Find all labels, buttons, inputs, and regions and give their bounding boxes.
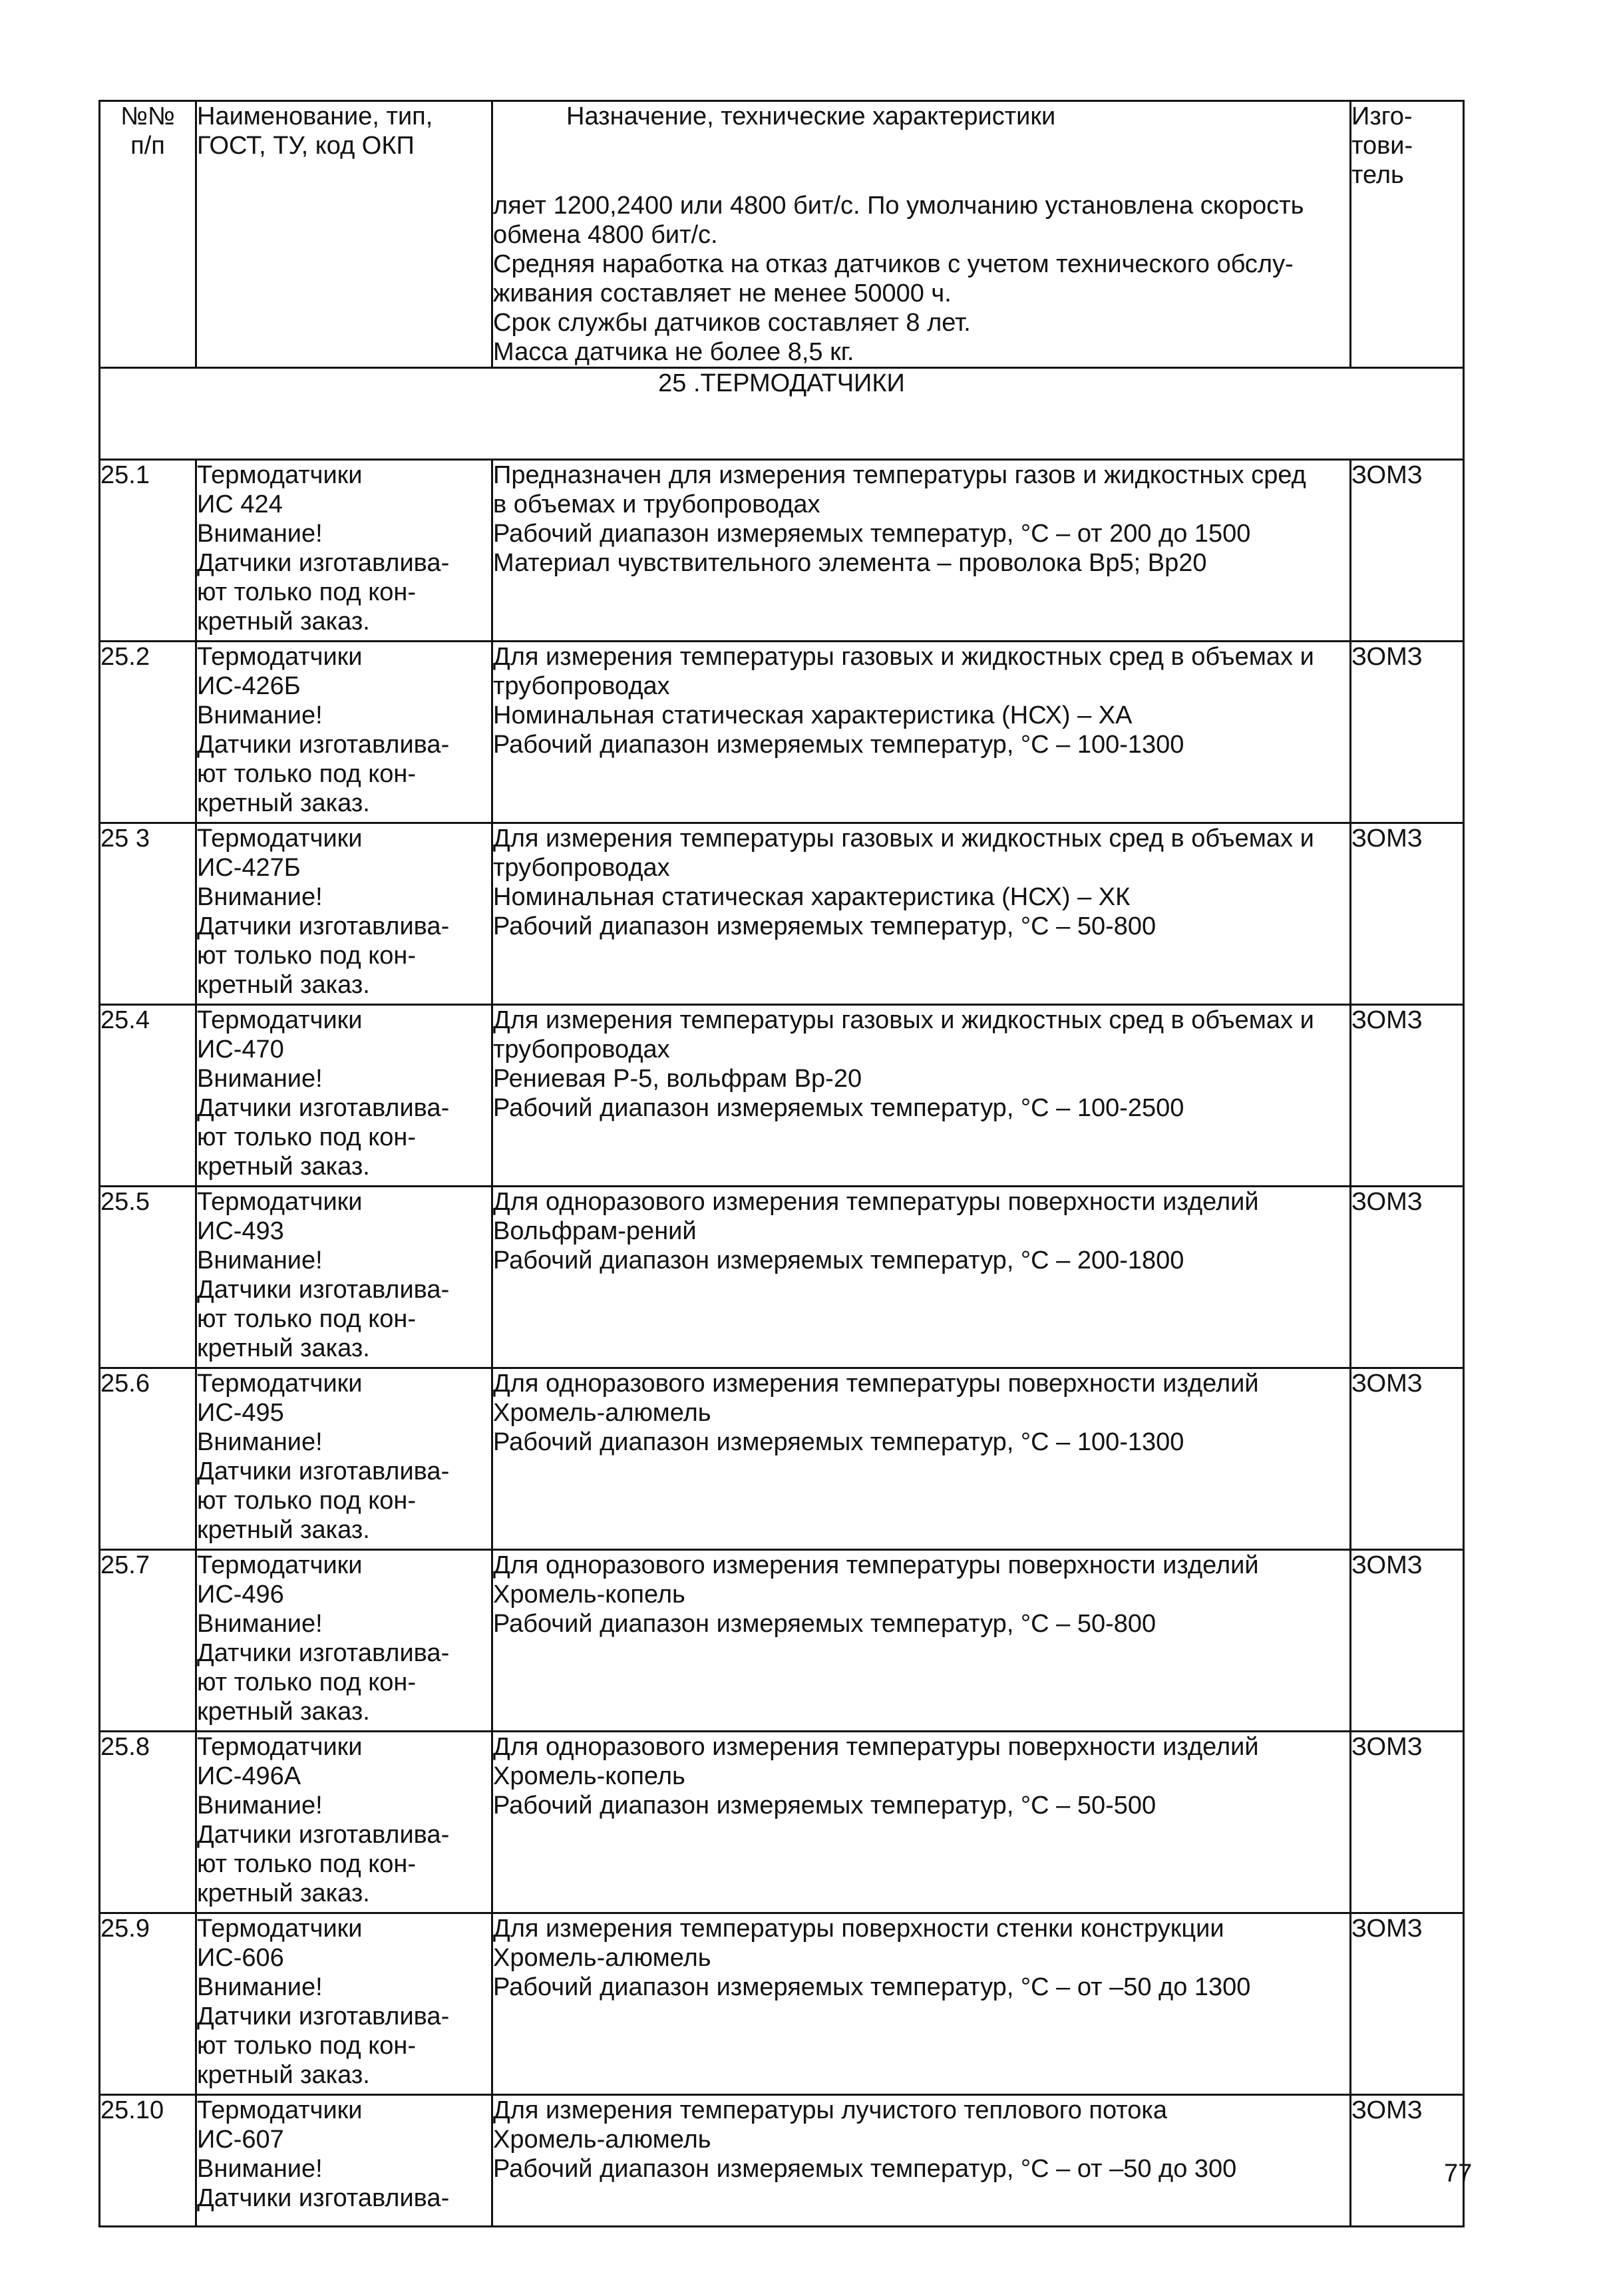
description-line: Рабочий диапазон измеряемых температур, °С – 100-1300 — [493, 731, 1184, 759]
product-name-cell — [196, 2095, 492, 2227]
product-name-line: ют только под кон- — [197, 1305, 417, 1333]
product-name-line: Датчики изготавлива- — [197, 549, 450, 577]
product-name-line: Внимание! — [197, 1428, 323, 1456]
manufacturer-cell: ЗОМЗ — [1351, 823, 1464, 1005]
product-name-line: Термодатчики — [197, 1370, 363, 1398]
product-name-line: ИС 424 — [197, 490, 283, 518]
row-number: 25.5 — [100, 1187, 196, 1368]
header-description: Назначение, технические характеристики — [566, 102, 1056, 130]
product-name-cell — [196, 460, 492, 642]
description-line: трубопроводах — [493, 854, 670, 882]
product-name-line: ют только под кон- — [197, 1668, 417, 1696]
description-line: Для измерения температуры поверхности стенки конструкции — [493, 1915, 1224, 1943]
product-name-cell — [196, 823, 492, 1005]
product-name-line: Термодатчики — [197, 1915, 363, 1943]
product-name-line: ИС-606 — [197, 1944, 284, 1972]
description-cell — [492, 823, 1351, 1005]
description-line: Для одноразового измерения температуры поверхности изделий — [493, 1733, 1259, 1761]
product-name-line: ИС-426Б — [197, 672, 301, 700]
description-cell — [492, 1005, 1351, 1187]
product-name-cell — [196, 642, 492, 823]
manufacturer-cell: ЗОМЗ — [1351, 642, 1464, 823]
description-line: Рабочий диапазон измеряемых температур, °С – от 200 до 1500 — [493, 520, 1251, 548]
header-manufacturer: Изго- тови- тель — [1351, 101, 1464, 368]
description-cell — [492, 2095, 1351, 2227]
description-line: Рабочий диапазон измеряемых температур, °С – от –50 до 1300 — [493, 1973, 1251, 2001]
description-cell — [492, 1913, 1351, 2095]
product-name-line: кретный заказ. — [197, 1698, 370, 1726]
row-number: 25.9 — [100, 1913, 196, 2095]
table-row — [100, 1187, 1464, 1368]
product-name-line: ют только под кон- — [197, 578, 417, 606]
row-number: 25.6 — [100, 1368, 196, 1550]
table-row — [100, 823, 1464, 1005]
description-cell — [492, 642, 1351, 823]
description-line: Для одноразового измерения температуры поверхности изделий — [493, 1188, 1259, 1216]
product-name-line: Термодатчики — [197, 825, 363, 853]
product-name-line: кретный заказ. — [197, 1153, 370, 1181]
product-name-line: кретный заказ. — [197, 1516, 370, 1544]
description-line: Рабочий диапазон измеряемых температур, °С – 100-1300 — [493, 1428, 1184, 1456]
product-name-cell — [196, 1005, 492, 1187]
manufacturer-cell: ЗОМЗ — [1351, 460, 1464, 642]
table-row — [100, 2095, 1464, 2227]
table-row — [100, 1913, 1464, 2095]
header-name: Наименование, тип, ГОСТ, ТУ, код ОКП — [196, 101, 492, 368]
manufacturer-cell: ЗОМЗ — [1351, 1732, 1464, 1913]
product-name-line: кретный заказ. — [197, 971, 370, 999]
row-number: 25.2 — [100, 642, 196, 823]
description-line: Хромель-алюмель — [493, 2126, 711, 2154]
product-name-line: Внимание! — [197, 2155, 323, 2183]
description-line: Рабочий диапазон измеряемых температур, °С – 50-800 — [493, 1610, 1156, 1638]
table-row — [100, 1732, 1464, 1913]
product-name-line: Датчики изготавлива- — [197, 2184, 450, 2212]
description-line: Рениевая Р-5, вольфрам Вр-20 — [493, 1065, 862, 1093]
description-line: Номинальная статическая характеристика (НСХ) – ХА — [493, 701, 1133, 729]
row-number: 25.8 — [100, 1732, 196, 1913]
continuation-line: обмена 4800 бит/с. — [493, 221, 718, 249]
description-cell — [492, 460, 1351, 642]
product-name-line: Внимание! — [197, 1610, 323, 1638]
product-name-line: Термодатчики — [197, 1006, 363, 1034]
description-line: Хромель-копель — [493, 1581, 685, 1609]
manufacturer-cell: ЗОМЗ — [1351, 1187, 1464, 1368]
product-name-line: ИС-493 — [197, 1217, 284, 1245]
product-name-line: ют только под кон- — [197, 942, 417, 970]
row-number: 25.1 — [100, 460, 196, 642]
manufacturer-cell: ЗОМЗ — [1351, 1913, 1464, 2095]
manufacturer-cell: ЗОМЗ — [1351, 1368, 1464, 1550]
description-line: трубопроводах — [493, 672, 670, 700]
description-line: Для одноразового измерения температуры поверхности изделий — [493, 1551, 1259, 1579]
product-name-line: Внимание! — [197, 1792, 323, 1819]
product-name-line: ют только под кон- — [197, 2032, 417, 2060]
description-line: в объемах и трубопроводах — [493, 490, 820, 518]
row-number: 25.4 — [100, 1005, 196, 1187]
product-name-line: Датчики изготавлива- — [197, 912, 450, 940]
row-number: 25 3 — [100, 823, 196, 1005]
description-line: Предназначен для измерения температуры газов и жидкостных сред — [493, 461, 1306, 489]
description-line: Хромель-копель — [493, 1762, 685, 1790]
description-cell — [492, 1187, 1351, 1368]
page-number: 77 — [1444, 2160, 1473, 2188]
product-name-line: ИС-495 — [197, 1399, 284, 1427]
product-name-line: Внимание! — [197, 701, 323, 729]
description-line: Рабочий диапазон измеряемых температур, °С – от –50 до 300 — [493, 2155, 1237, 2183]
product-name-line: ИС-496А — [197, 1762, 301, 1790]
table-row — [100, 642, 1464, 823]
product-name-line: кретный заказ. — [197, 1334, 370, 1362]
description-line: Хромель-алюмель — [493, 1399, 711, 1427]
description-line: Номинальная статическая характеристика (НСХ) – ХК — [493, 883, 1131, 911]
description-line: Для измерения температуры газовых и жидкостных сред в объемах и — [493, 1006, 1314, 1034]
product-name-line: кретный заказ. — [197, 608, 370, 636]
product-name-cell — [196, 1550, 492, 1732]
product-name-line: Внимание! — [197, 1973, 323, 2001]
product-name-line: Датчики изготавлива- — [197, 731, 450, 759]
product-name-line: ИС-427Б — [197, 854, 301, 882]
continuation-line: ляет 1200,2400 или 4800 бит/с. По умолчанию установлена скорость — [493, 192, 1304, 220]
description-line: Вольфрам-рений — [493, 1217, 697, 1245]
section-title: 25 .ТЕРМОДАТЧИКИ — [100, 368, 1464, 460]
product-name-line: ИС-496 — [197, 1581, 284, 1609]
description-line: Для измерения температуры газовых и жидкостных сред в объемах и — [493, 825, 1314, 853]
manufacturer-cell: ЗОМЗ — [1351, 2095, 1464, 2227]
product-name-line: ют только под кон- — [197, 1123, 417, 1151]
table-header-row — [100, 101, 1464, 368]
section-row — [100, 368, 1464, 460]
description-line: Материал чувствительного элемента – проволока Вр5; Вр20 — [493, 549, 1207, 577]
header-number: №№ п/п — [100, 101, 196, 368]
product-name-line: ют только под кон- — [197, 1487, 417, 1515]
product-name-line: кретный заказ. — [197, 2061, 370, 2089]
description-line: Рабочий диапазон измеряемых температур, °С – 50-800 — [493, 912, 1156, 940]
product-name-line: ют только под кон- — [197, 760, 417, 788]
product-name-line: Внимание! — [197, 1065, 323, 1093]
manufacturer-cell: ЗОМЗ — [1351, 1550, 1464, 1732]
table-row — [100, 460, 1464, 642]
product-name-line: Датчики изготавлива- — [197, 1094, 450, 1122]
product-name-cell — [196, 1368, 492, 1550]
product-name-line: Датчики изготавлива- — [197, 2003, 450, 2030]
description-line: Хромель-алюмель — [493, 1944, 711, 1972]
product-name-line: Датчики изготавлива- — [197, 1821, 450, 1849]
product-name-line: Датчики изготавлива- — [197, 1276, 450, 1304]
continuation-line: Срок службы датчиков составляет 8 лет. — [493, 309, 971, 337]
description-line: Для измерения температуры газовых и жидкостных сред в объемах и — [493, 643, 1314, 671]
product-name-cell — [196, 1913, 492, 2095]
product-name-line: ют только под кон- — [197, 1850, 417, 1878]
manufacturer-cell: ЗОМЗ — [1351, 1005, 1464, 1187]
product-name-line: Термодатчики — [197, 1188, 363, 1216]
description-cell — [492, 1732, 1351, 1913]
product-name-line: Внимание! — [197, 883, 323, 911]
product-name-line: кретный заказ. — [197, 789, 370, 817]
product-name-line: Термодатчики — [197, 643, 363, 671]
description-line: Рабочий диапазон измеряемых температур, °С – 50-500 — [493, 1792, 1156, 1819]
table-row — [100, 1550, 1464, 1732]
product-name-line: Датчики изготавлива- — [197, 1457, 450, 1485]
product-name-line: кретный заказ. — [197, 1879, 370, 1907]
header-description-cell — [492, 101, 1351, 368]
description-line: Рабочий диапазон измеряемых температур, °С – 200-1800 — [493, 1246, 1184, 1274]
continuation-line: Средняя наработка на отказ датчиков с учетом технического обслу- — [493, 250, 1294, 278]
description-line: Для измерения температуры лучистого теплового потока — [493, 2096, 1167, 2124]
description-line: трубопроводах — [493, 1036, 670, 1063]
product-name-line: ИС-470 — [197, 1036, 284, 1063]
table-row — [100, 1005, 1464, 1187]
continuation-line: Масса датчика не более 8,5 кг. — [493, 338, 854, 366]
table-row — [100, 1368, 1464, 1550]
product-name-line: Внимание! — [197, 520, 323, 548]
continuation-line: живания составляет не менее 50000 ч. — [493, 280, 952, 307]
spec-table — [98, 100, 1465, 2227]
product-name-line: Внимание! — [197, 1246, 323, 1274]
description-line: Рабочий диапазон измеряемых температур, °С – 100-2500 — [493, 1094, 1184, 1122]
product-name-cell — [196, 1732, 492, 1913]
product-name-cell — [196, 1187, 492, 1368]
product-name-line: Термодатчики — [197, 1551, 363, 1579]
product-name-line: Датчики изготавлива- — [197, 1639, 450, 1667]
product-name-line: Термодатчики — [197, 2096, 363, 2124]
product-name-line: Термодатчики — [197, 461, 363, 489]
description-cell — [492, 1368, 1351, 1550]
product-name-line: Термодатчики — [197, 1733, 363, 1761]
product-name-line: ИС-607 — [197, 2126, 284, 2154]
row-number: 25.10 — [100, 2095, 196, 2227]
description-cell — [492, 1550, 1351, 1732]
description-line: Для одноразового измерения температуры поверхности изделий — [493, 1370, 1259, 1398]
continuation-text — [493, 191, 1349, 367]
row-number: 25.7 — [100, 1550, 196, 1732]
